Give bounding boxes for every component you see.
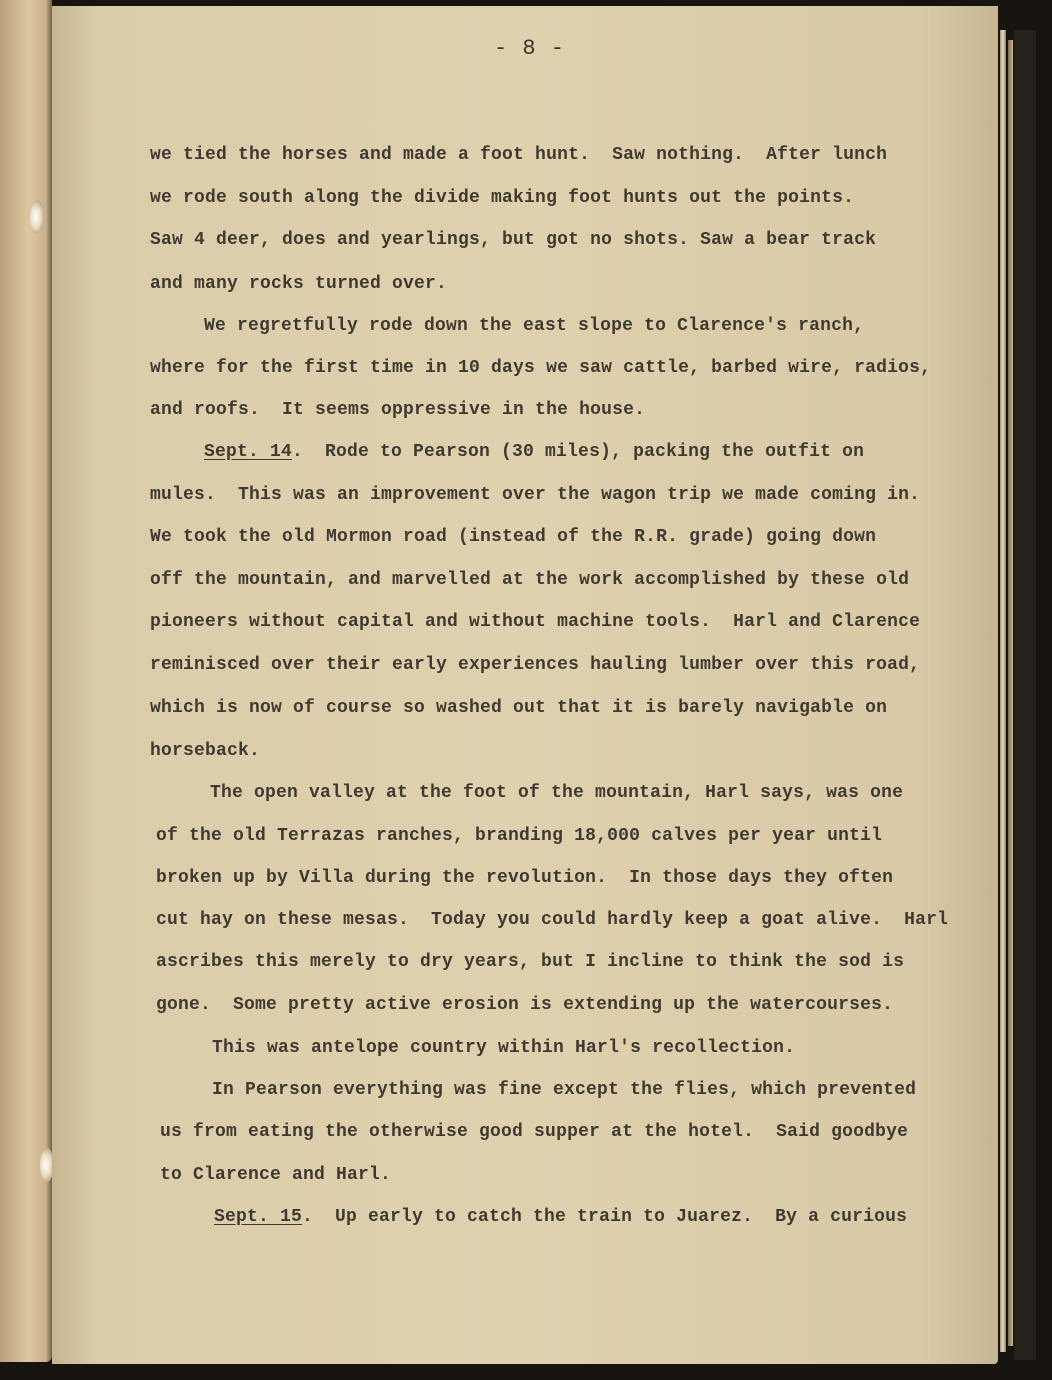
text-line: pioneers without capital and without machine tools. Harl and Clarence: [150, 612, 921, 632]
text-line: In Pearson everything was fine except the flies, which prevented: [212, 1080, 917, 1100]
text-line: which is now of course so washed out that it is barely navigable on: [150, 698, 888, 718]
text-line: ascribes this merely to dry years, but I incline to think the sod is: [156, 952, 905, 972]
text-line: We regretfully rode down the east slope to Clarence's ranch,: [204, 316, 865, 336]
text-line: of the old Terrazas ranches, branding 18,000 calves per year until: [156, 826, 883, 846]
text-line: us from eating the otherwise good supper at the hotel. Said goodbye: [160, 1122, 909, 1142]
text-line: to Clarence and Harl.: [160, 1165, 392, 1185]
text-line: we tied the horses and made a foot hunt. Saw nothing. After lunch: [150, 145, 888, 165]
entry-text: . Up early to catch the train to Juarez. By a curious: [302, 1207, 908, 1227]
text-line: broken up by Villa during the revolution. In those days they often: [156, 868, 894, 888]
page-stack-edge: [1008, 40, 1013, 1346]
text-line: gone. Some pretty active erosion is extending up the watercourses.: [156, 995, 894, 1015]
entry-text: . Rode to Pearson (30 miles), packing the outfit on: [292, 442, 865, 462]
text-line: The open valley at the foot of the mountain, Harl says, was one: [210, 783, 904, 803]
text-line: where for the first time in 10 days we saw cattle, barbed wire, radios,: [150, 358, 932, 378]
text-line: horseback.: [150, 741, 261, 761]
binder-cover: [1014, 30, 1036, 1360]
typed-page: [52, 6, 998, 1364]
entry-date: Sept. 15: [214, 1207, 303, 1227]
text-line: This was antelope country within Harl's recollection.: [212, 1038, 796, 1058]
text-line: off the mountain, and marvelled at the work accomplished by these old: [150, 570, 910, 590]
entry-date: Sept. 14: [204, 442, 293, 462]
page-stack-edge: [1000, 30, 1006, 1352]
text-line: and roofs. It seems oppressive in the house.: [150, 400, 646, 420]
text-line: mules. This was an improvement over the wagon trip we made coming in.: [150, 485, 921, 505]
text-line: cut hay on these mesas. Today you could hardly keep a goat alive. Harl: [156, 910, 949, 930]
binder-hole: [30, 200, 44, 234]
text-line: reminisced over their early experiences hauling lumber over this road,: [150, 655, 921, 675]
dated-entry-line: [214, 1207, 907, 1227]
text-line: we rode south along the divide making foot hunts out the points.: [150, 188, 855, 208]
page-number: - 8 -: [494, 36, 566, 61]
text-line: and many rocks turned over.: [150, 274, 448, 294]
text-line: Saw 4 deer, does and yearlings, but got no shots. Saw a bear track: [150, 230, 877, 250]
text-line: We took the old Mormon road (instead of the R.R. grade) going down: [150, 527, 877, 547]
dated-entry-line: [204, 442, 864, 462]
